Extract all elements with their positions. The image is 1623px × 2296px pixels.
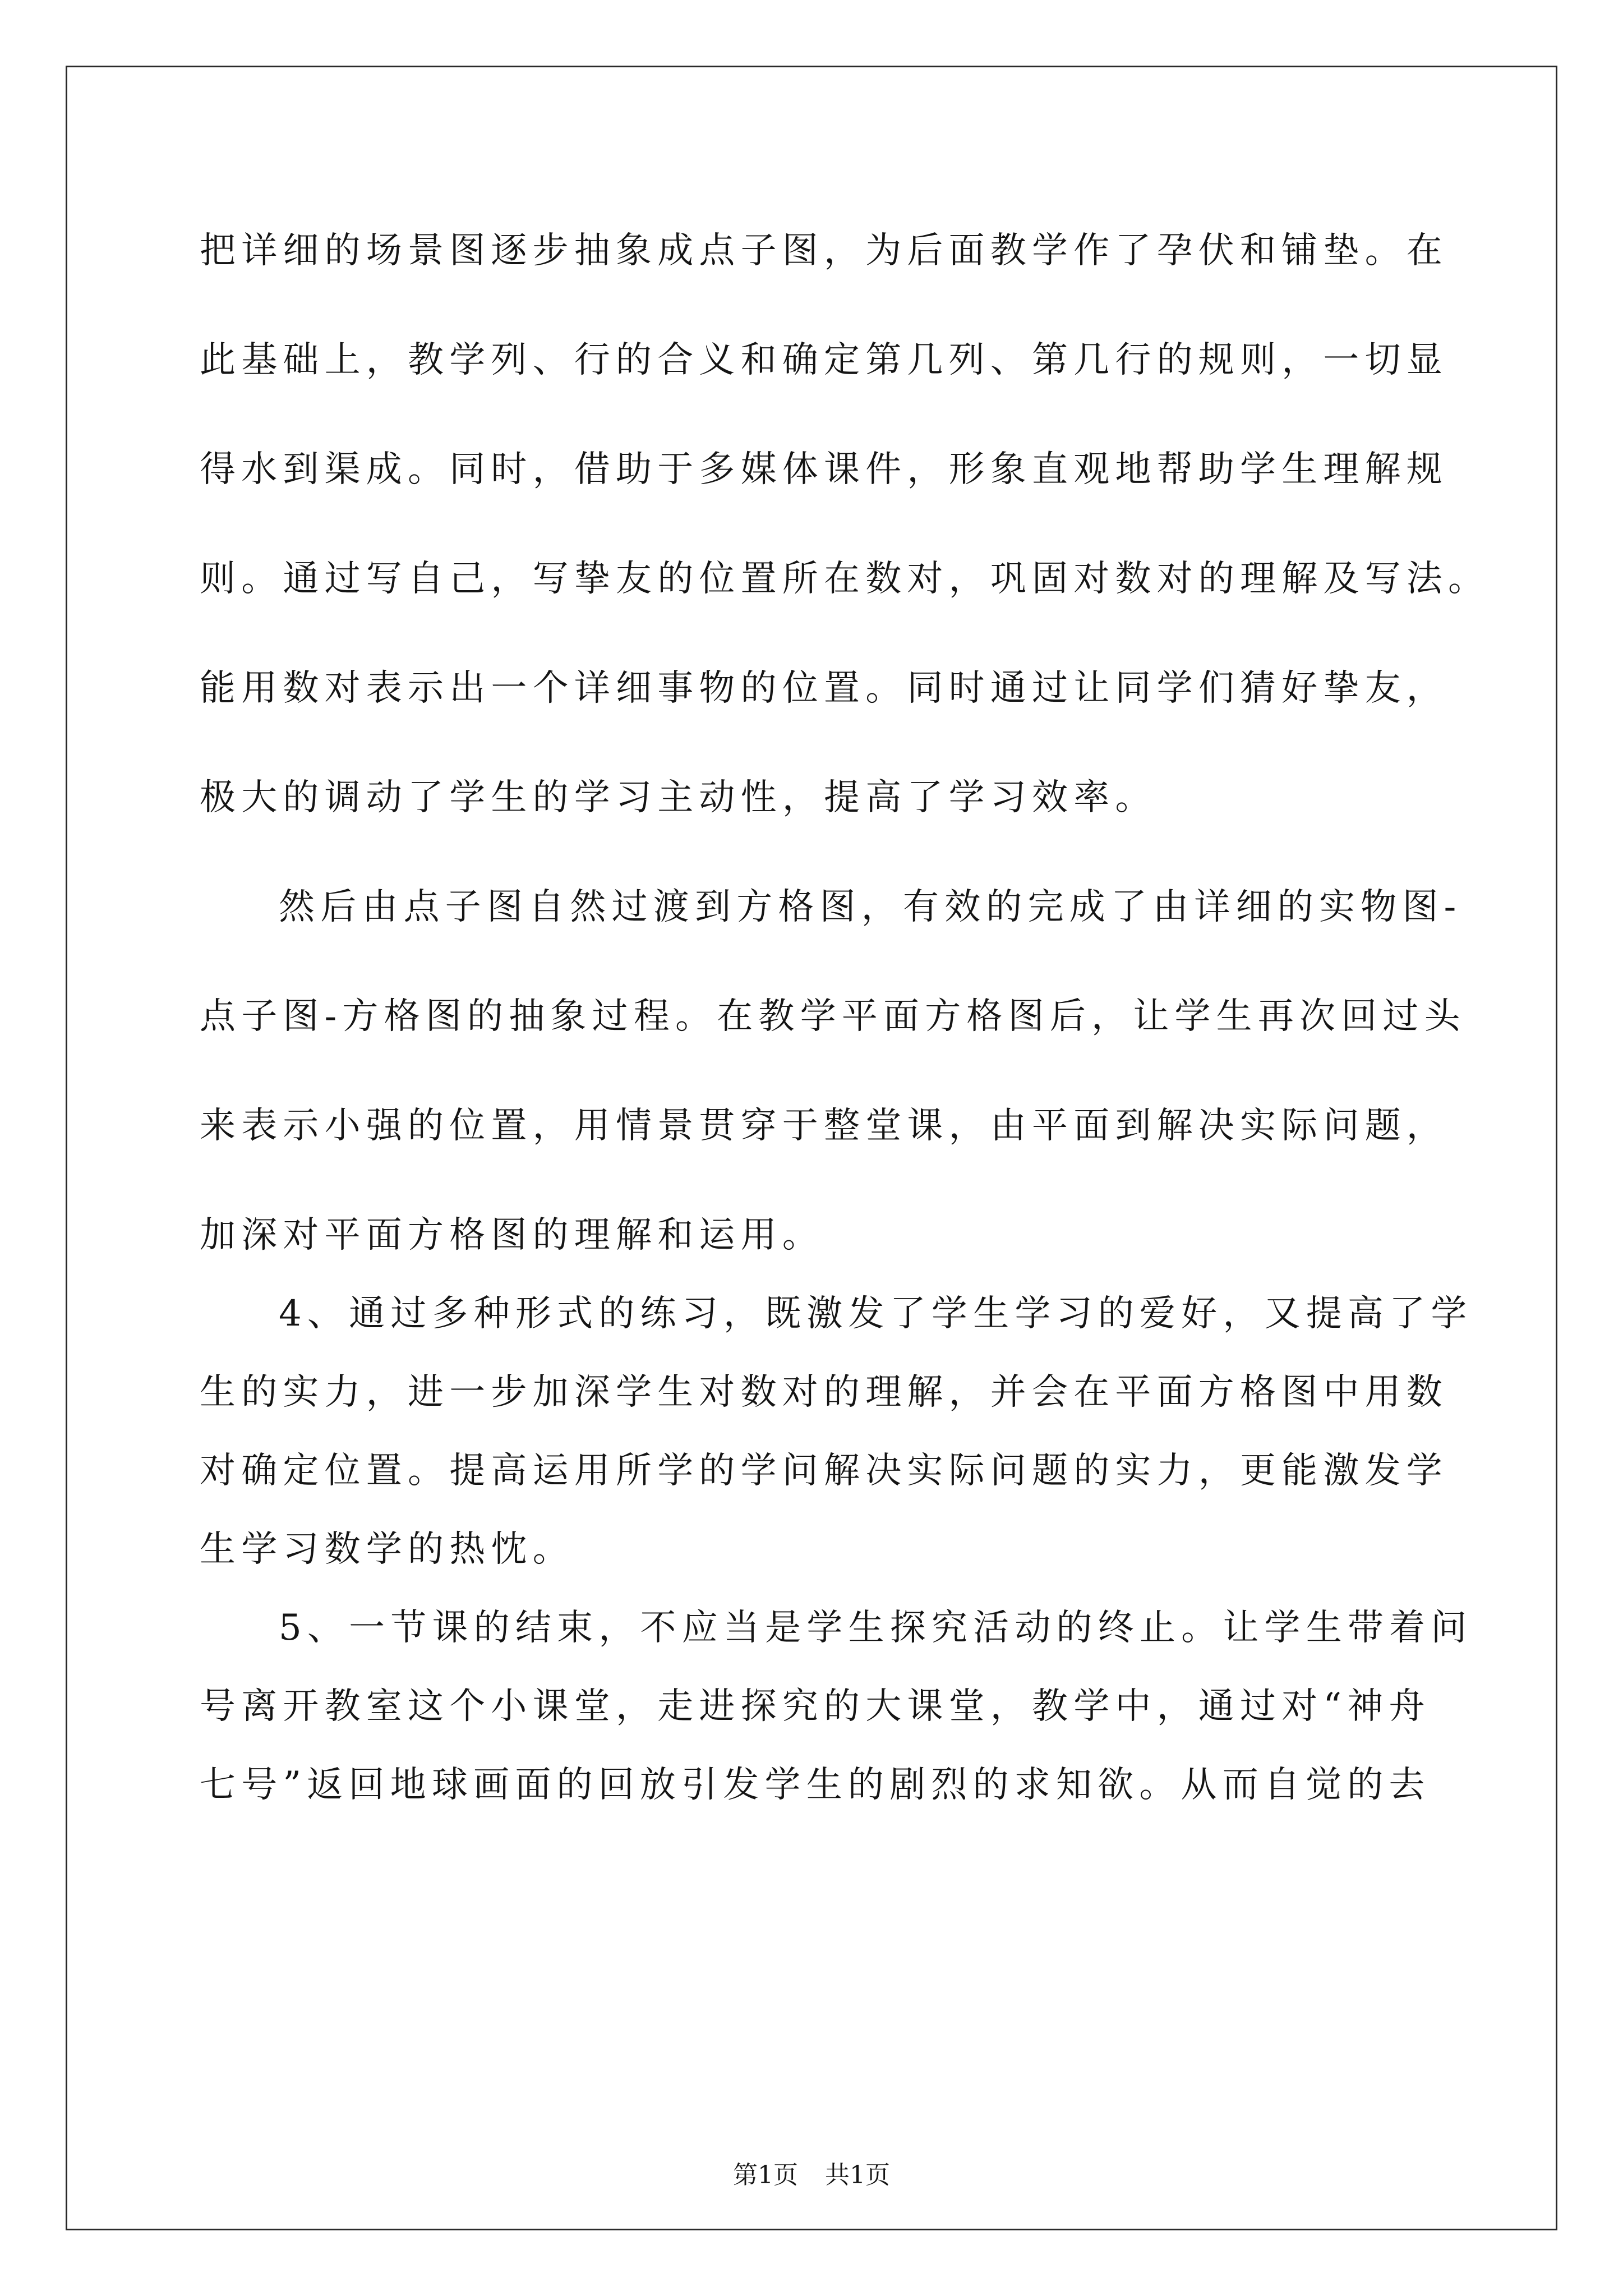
paragraph-first-line: 4、通过多种形式的练习，既激发了学生学习的爱好，又提高了学 [279, 1293, 1473, 1335]
text-line: 则。通过写自己，写挚友的位置所在数对，巩固对数对的理解及写法。 [200, 558, 1490, 600]
text-line: 得水到渠成。同时，借助于多媒体课件，形象直观地帮助学生理解规 [200, 449, 1448, 490]
text-line: 七号”返回地球画面的回放引发学生的剧烈的求知欲。从而自觉的去 [200, 1764, 1431, 1806]
text-line: 生学习数学的热忱。 [200, 1529, 574, 1570]
page-number-current: 第1页 [733, 2161, 798, 2189]
paragraph-first-line: 5、一节课的结束，不应当是学生探究活动的终止。让学生带着问 [279, 1607, 1473, 1649]
text-line: 号离开教室这个小课堂，走进探究的大课堂，教学中，通过对“神舟 [200, 1686, 1431, 1727]
page-number-total: 共1页 [825, 2161, 890, 2189]
text-line: 能用数对表示出一个详细事物的位置。同时通过让同学们猜好挚友， [200, 668, 1448, 709]
text-line: 极大的调动了学生的学习主动性，提高了学习效率。 [200, 777, 1157, 818]
paragraph-first-line: 然后由点子图自然过渡到方格图，有效的完成了由详细的实物图- [279, 886, 1462, 928]
text-line: 加深对平面方格图的理解和运用。 [200, 1214, 824, 1256]
text-line: 点子图-方格图的抽象过程。在教学平面方格图后，让学生再次回过头 [200, 996, 1466, 1037]
page-footer [0, 2159, 1623, 2192]
text-line: 对确定位置。提高运用所学的学问解决实际问题的实力，更能激发学 [200, 1450, 1448, 1492]
text-line: 把详细的场景图逐步抽象成点子图，为后面教学作了孕伏和铺垫。在 [200, 230, 1448, 272]
text-line: 此基础上，教学列、行的合义和确定第几列、第几行的规则，一切显 [200, 339, 1448, 381]
text-line: 生的实力，进一步加深学生对数对的理解，并会在平面方格图中用数 [200, 1372, 1448, 1413]
text-line: 来表示小强的位置，用情景贯穿于整堂课，由平面到解决实际问题， [200, 1105, 1448, 1147]
